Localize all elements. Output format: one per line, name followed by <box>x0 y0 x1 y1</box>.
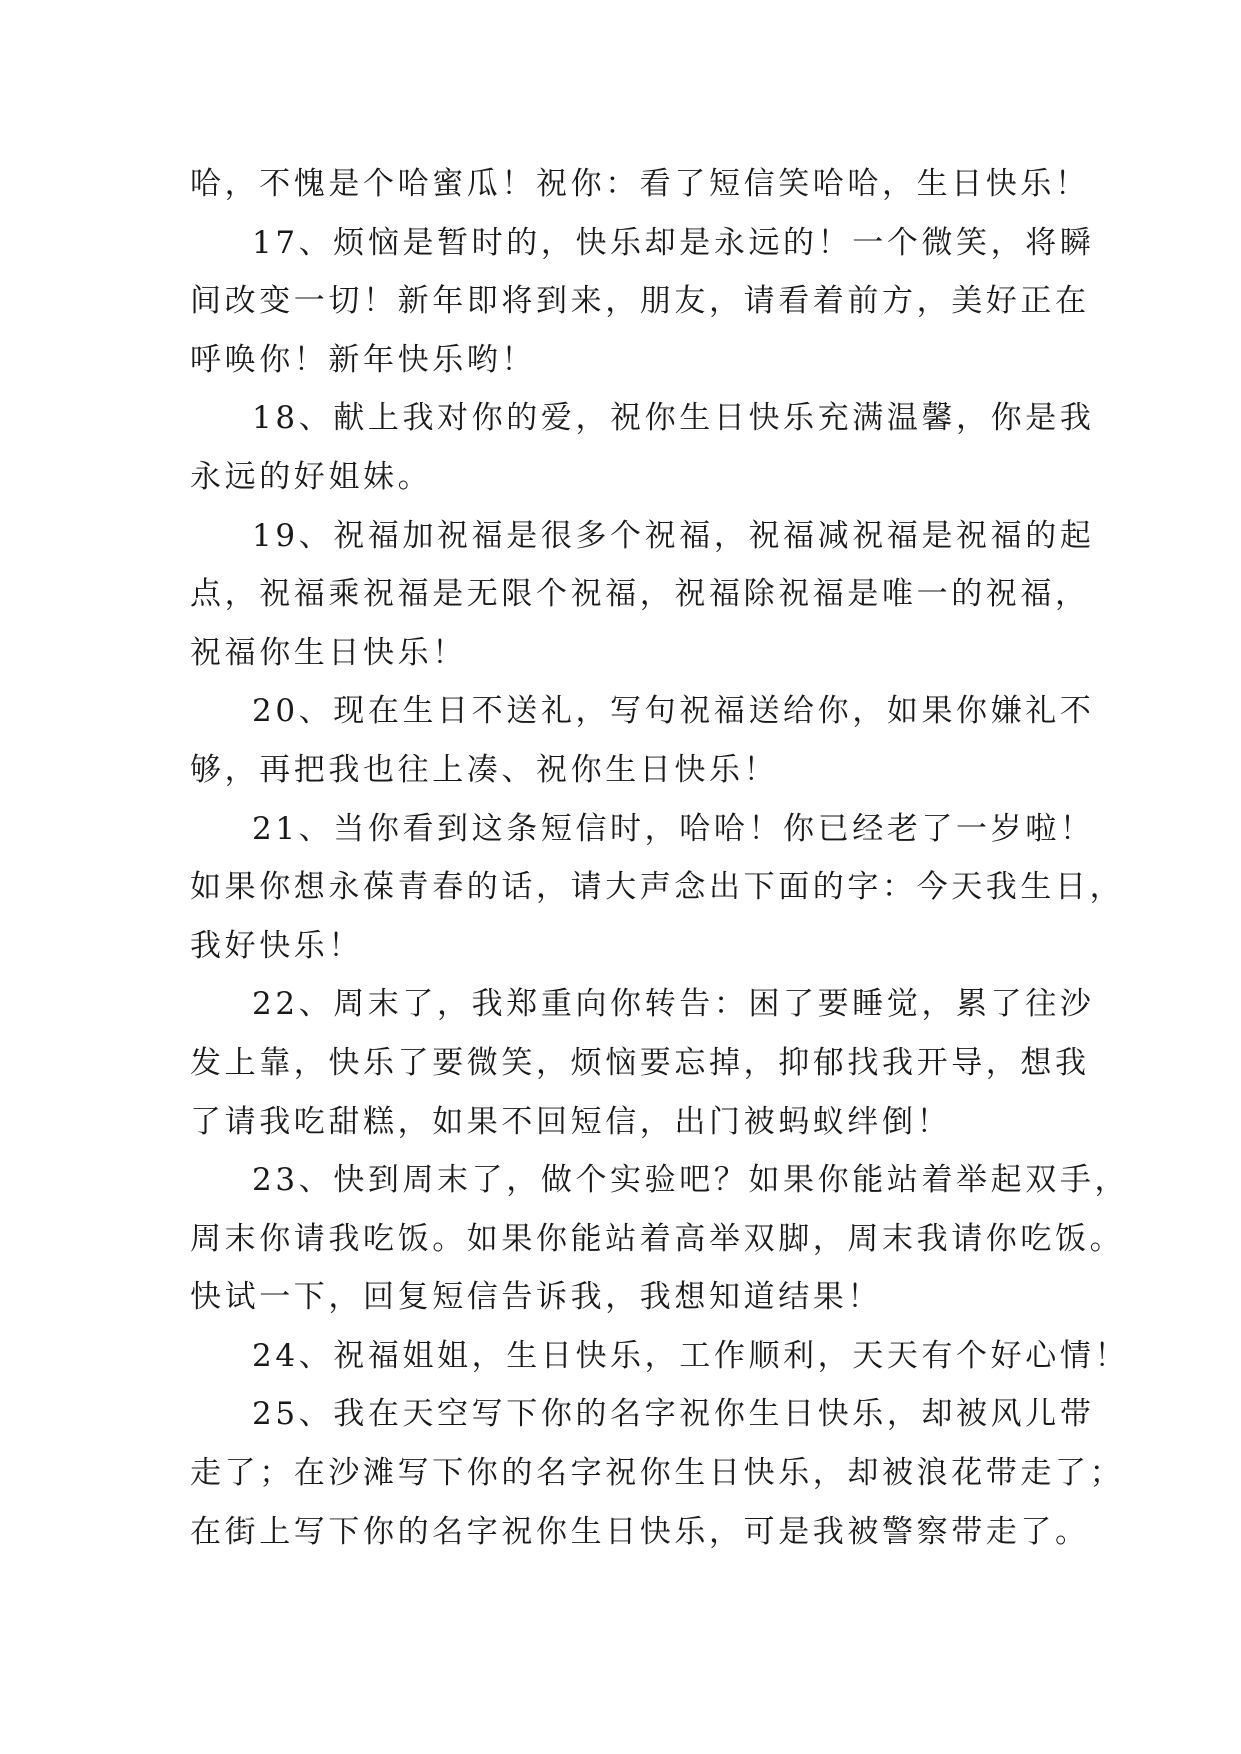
text-line: 我好快乐！ <box>190 927 363 964</box>
text-line: 点，祝福乘祝福是无限个祝福，祝福除祝福是唯一的祝福， <box>190 576 1090 613</box>
text-line: 了请我吃甜糕，如果不回短信，出门被蚂蚁绊倒！ <box>190 1103 952 1140</box>
text-line: 呼唤你！新年快乐哟！ <box>190 341 536 378</box>
paragraph-24-start: 24、祝福姐姐，生日快乐，工作顺利，天天有个好心情！ <box>252 1337 1130 1374</box>
paragraph-22-start: 22、周末了，我郑重向你转告：困了要睡觉，累了往沙 <box>252 986 1095 1023</box>
text-line: 哈，不愧是个哈蜜瓜！祝你：看了短信笑哈哈，生日快乐！ <box>190 166 1090 202</box>
text-line: 发上靠，快乐了要微笑，烦恼要忘掉，抑郁找我开导，想我 <box>190 1044 1090 1081</box>
paragraph-17-start: 17、烦恼是暂时的，快乐却是永远的！一个微笑，将瞬 <box>252 224 1095 261</box>
text-line: 快试一下，回复短信告诉我，我想知道结果！ <box>190 1279 882 1316</box>
text-line: 如果你想永葆青春的话，请大声念出下面的字：今天我生日， <box>190 869 1125 906</box>
text-line: 间改变一切！新年即将到来，朋友，请看着前方，美好正在 <box>190 283 1090 320</box>
document-page <box>190 155 1130 1561</box>
text-line: 祝福你生日快乐！ <box>190 634 467 671</box>
paragraph-19-start: 19、祝福加祝福是很多个祝福，祝福减祝福是祝福的起 <box>252 517 1095 554</box>
paragraph-18-start: 18、献上我对你的爱，祝你生日快乐充满温馨，你是我 <box>252 400 1095 437</box>
text-line: 够，再把我也往上凑、祝你生日快乐！ <box>190 751 779 788</box>
paragraph-25-start: 25、我在天空写下你的名字祝你生日快乐，却被风儿带 <box>252 1396 1095 1433</box>
text-line: 永远的好姐妹。 <box>190 458 433 495</box>
text-line: 周末你请我吃饭。如果你能站着高举双脚，周末我请你吃饭。 <box>190 1220 1125 1257</box>
paragraph-23-start: 23、快到周末了，做个实验吧？如果你能站着举起双手， <box>252 1162 1130 1199</box>
text-line: 在街上写下你的名字祝你生日快乐，可是我被警察带走了。 <box>190 1513 1090 1550</box>
text-line: 走了；在沙滩写下你的名字祝你生日快乐，却被浪花带走了； <box>190 1455 1125 1492</box>
paragraph-21-start: 21、当你看到这条短信时，哈哈！你已经老了一岁啦！ <box>252 810 1095 847</box>
paragraph-20-start: 20、现在生日不送礼，写句祝福送给你，如果你嫌礼不 <box>252 693 1095 730</box>
